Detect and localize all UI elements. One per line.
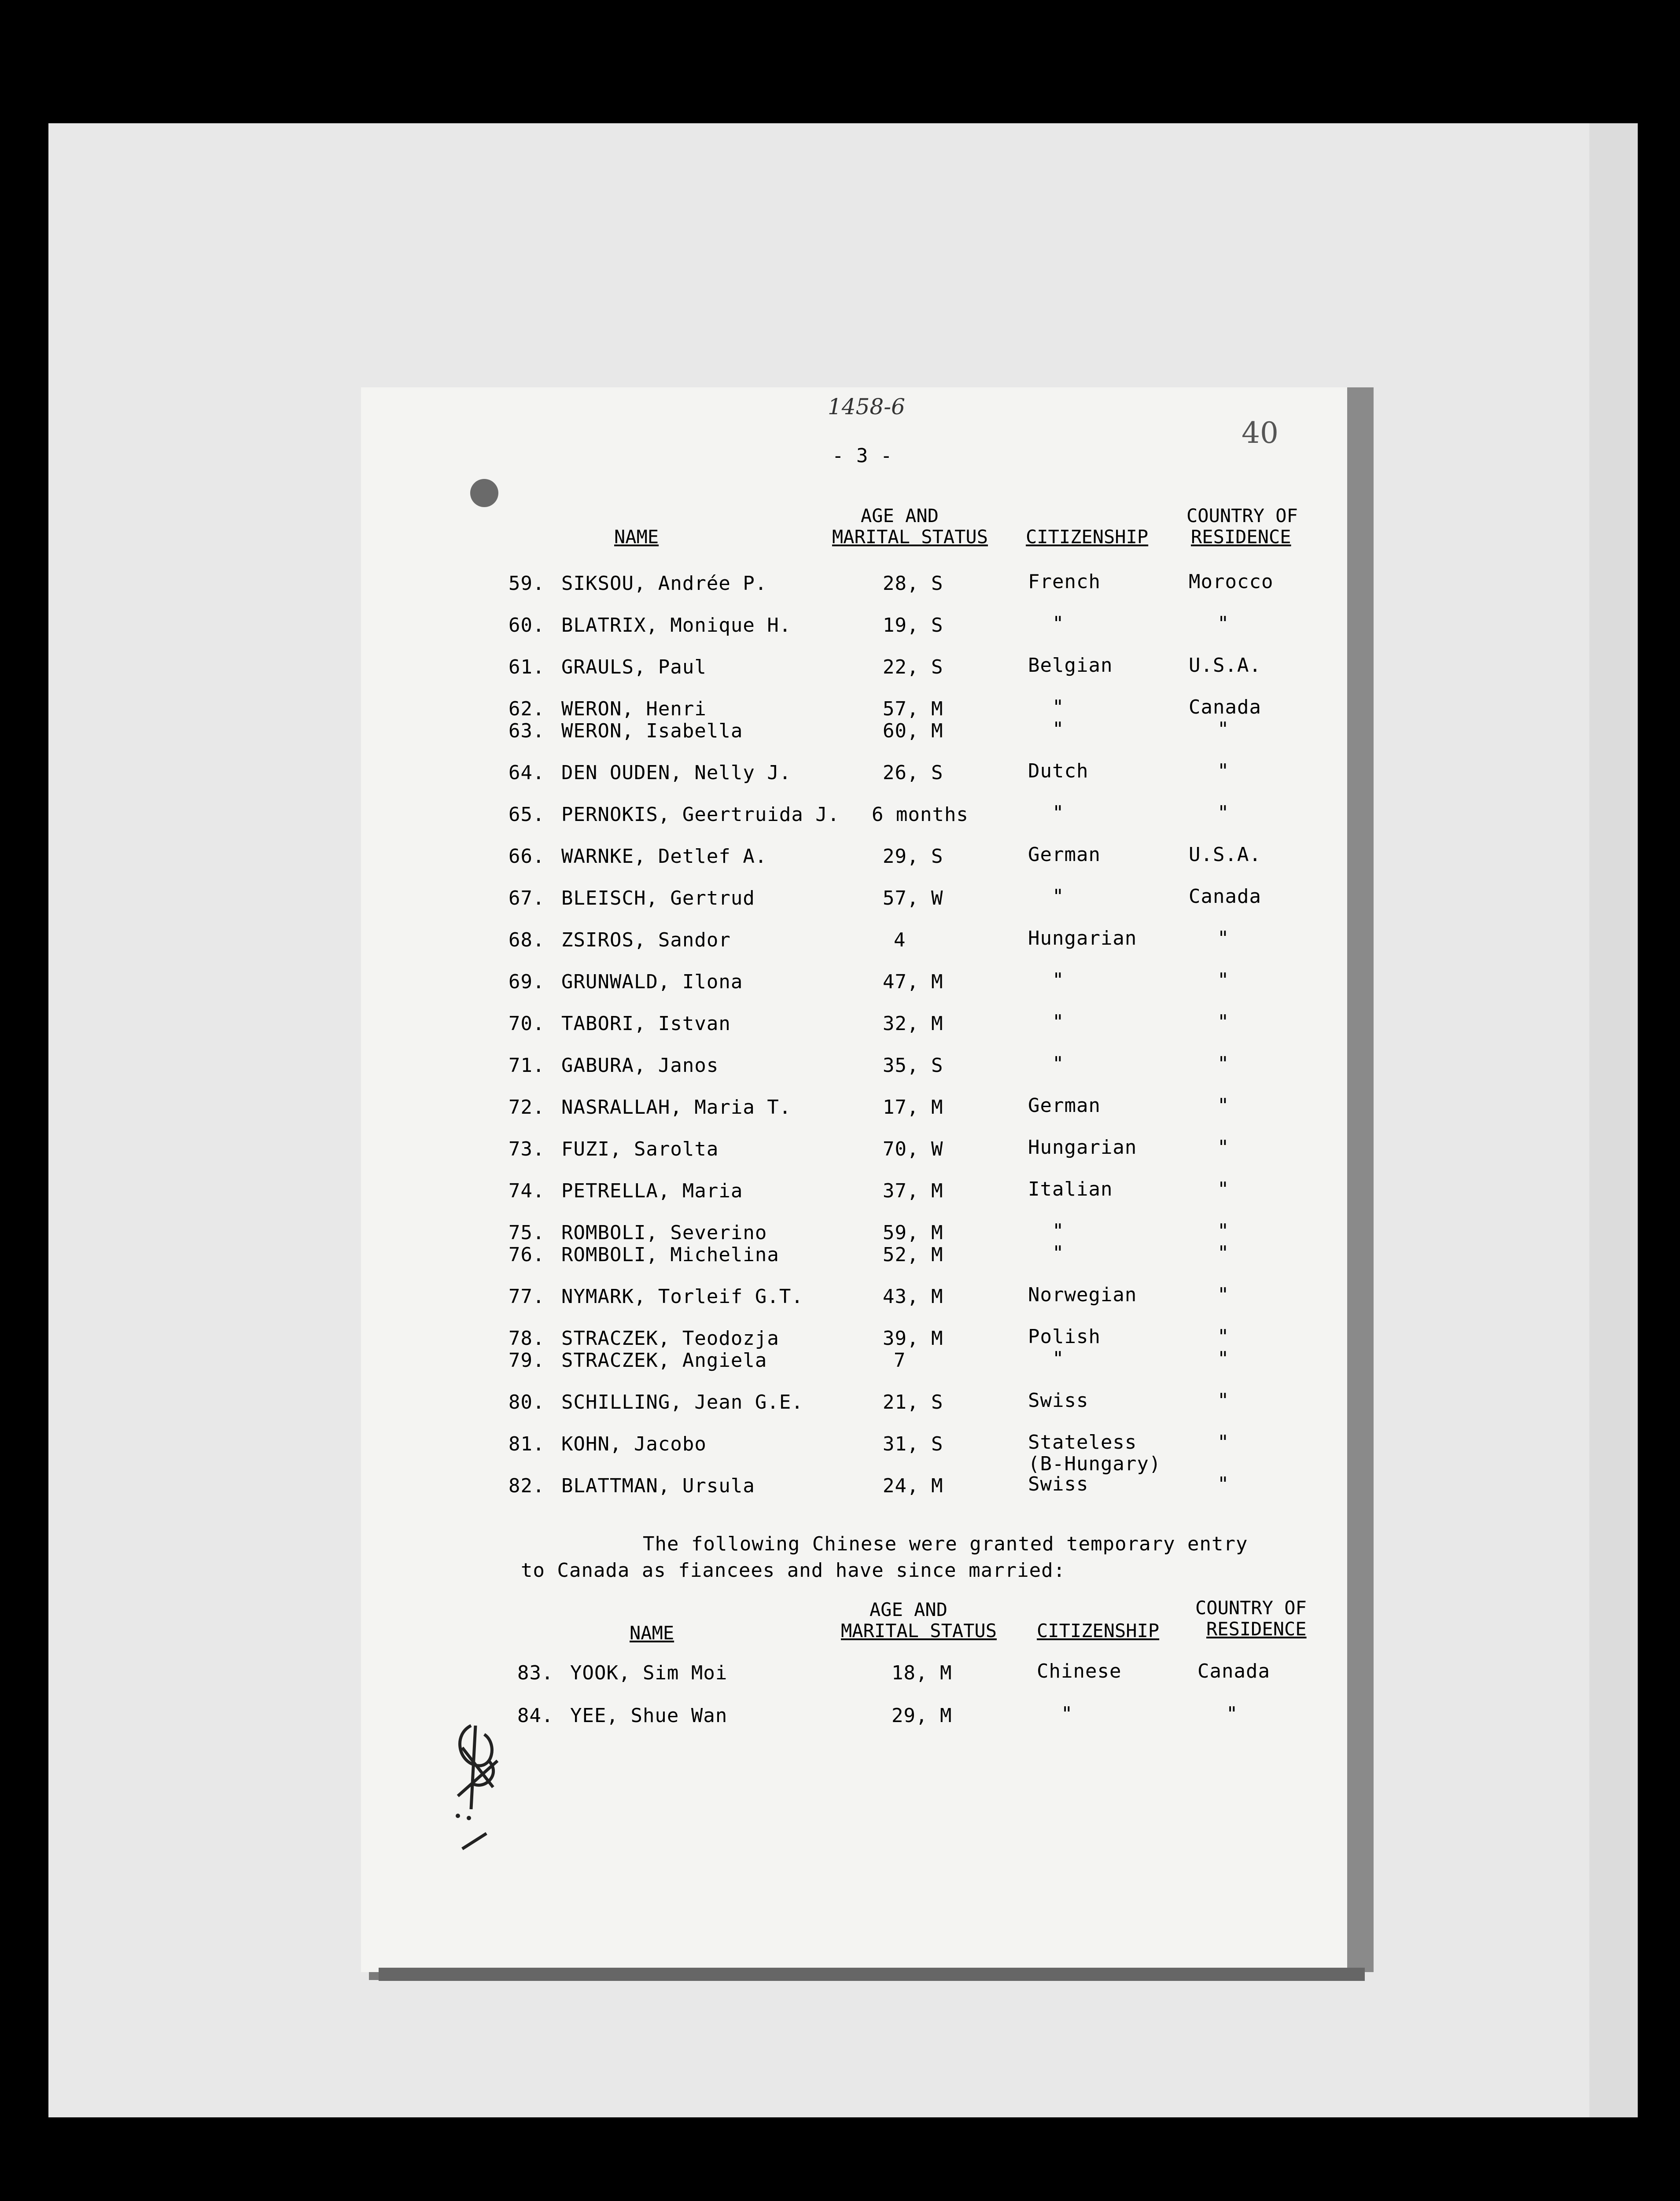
row-number: 79. <box>508 1349 545 1372</box>
row-age-status: 60, M <box>883 720 943 742</box>
row-name: YEE, Shue Wan <box>570 1704 728 1727</box>
page-edge-shadow-bottom <box>379 1968 1365 1981</box>
row-citizenship: " <box>1052 802 1065 824</box>
row-number: 77. <box>508 1285 545 1308</box>
row-number: 76. <box>508 1244 545 1266</box>
row-residence: " <box>1217 1284 1230 1306</box>
row-residence: " <box>1217 802 1230 824</box>
row-age-status: 52, M <box>883 1244 943 1266</box>
row-citizenship: Polish <box>1028 1325 1101 1348</box>
row-residence: U.S.A. <box>1189 654 1261 677</box>
row-number: 59. <box>508 572 545 595</box>
header-age-line1: AGE AND <box>861 505 939 526</box>
row-residence: " <box>1226 1703 1238 1725</box>
row-age-status: 28, S <box>883 572 943 595</box>
header2-name: NAME <box>630 1622 674 1644</box>
row-age-status: 29, S <box>883 845 943 868</box>
row-citizenship: " <box>1052 969 1065 991</box>
row-number: 78. <box>508 1327 545 1350</box>
row-number: 80. <box>508 1391 545 1413</box>
row-name: ROMBOLI, Severino <box>561 1222 767 1244</box>
row-citizenship: Belgian <box>1028 654 1113 677</box>
row-name: PETRELLA, Maria <box>561 1180 743 1202</box>
page-edge-shadow <box>1347 387 1374 1972</box>
row-name: ZSIROS, Sandor <box>561 929 731 951</box>
row-residence: Canada <box>1197 1660 1270 1682</box>
row-residence: " <box>1217 612 1230 635</box>
handwritten-reference: 1458-6 <box>828 394 905 420</box>
row-residence: Canada <box>1189 885 1261 908</box>
row-citizenship: " <box>1061 1703 1073 1725</box>
row-residence: " <box>1217 718 1230 740</box>
row-residence: " <box>1217 1242 1230 1264</box>
row-name: GRAULS, Paul <box>561 656 707 678</box>
row-age-status: 32, M <box>883 1012 943 1035</box>
row-number: 62. <box>508 698 545 720</box>
row-residence: " <box>1217 1325 1230 1348</box>
row-number: 81. <box>508 1433 545 1455</box>
row-number: 61. <box>508 656 545 678</box>
row-age-status: 7 <box>894 1349 906 1372</box>
header2-country-line1: COUNTRY OF <box>1195 1597 1307 1619</box>
row-number: 70. <box>508 1012 545 1035</box>
row-citizenship: Dutch <box>1028 760 1089 782</box>
row-citizenship: Hungarian <box>1028 1136 1137 1159</box>
header-country-line1: COUNTRY OF <box>1186 505 1298 526</box>
row-citizenship: Swiss <box>1028 1473 1089 1495</box>
row-citizenship: " <box>1052 885 1065 908</box>
row-number: 72. <box>508 1096 545 1119</box>
row-number: 60. <box>508 614 545 637</box>
row-residence: " <box>1217 1178 1230 1200</box>
row-name: NYMARK, Torleif G.T. <box>561 1285 803 1308</box>
row-residence: Morocco <box>1189 570 1274 593</box>
row-name: BLEISCH, Gertrud <box>561 887 755 909</box>
header-age-line2: MARITAL STATUS <box>832 526 988 548</box>
row-citizenship: " <box>1052 1011 1065 1033</box>
header-name: NAME <box>614 526 659 548</box>
row-residence: " <box>1217 1094 1230 1117</box>
row-name: ROMBOLI, Michelina <box>561 1244 779 1266</box>
row-residence: " <box>1217 927 1230 950</box>
row-name: NASRALLAH, Maria T. <box>561 1096 792 1119</box>
header2-age-line1: AGE AND <box>869 1599 948 1620</box>
row-age-status: 4 <box>894 929 906 951</box>
row-citizenship: Hungarian <box>1028 927 1137 950</box>
row-name: BLATTMAN, Ursula <box>561 1475 755 1497</box>
row-age-status: 57, W <box>883 887 943 909</box>
row-citizenship: German <box>1028 1094 1101 1117</box>
row-age-status: 18, M <box>892 1662 952 1684</box>
row-age-status: 59, M <box>883 1222 943 1244</box>
row-number: 68. <box>508 929 545 951</box>
row-age-status: 22, S <box>883 656 943 678</box>
row-name: WERON, Isabella <box>561 720 743 742</box>
row-number: 69. <box>508 971 545 993</box>
row-residence: " <box>1217 1347 1230 1370</box>
row-age-status: 57, M <box>883 698 943 720</box>
handwritten-signature <box>445 1708 559 1853</box>
row-residence: " <box>1217 760 1230 782</box>
row-residence: " <box>1217 1136 1230 1159</box>
row-number: 64. <box>508 762 545 784</box>
row-citizenship: German <box>1028 843 1101 866</box>
row-name: WERON, Henri <box>561 698 707 720</box>
row-residence: " <box>1217 1473 1230 1495</box>
row-age-status: 43, M <box>883 1285 943 1308</box>
row-age-status: 35, S <box>883 1054 943 1077</box>
row-age-status: 19, S <box>883 614 943 637</box>
header2-citizenship: CITIZENSHIP <box>1037 1620 1160 1642</box>
row-number: 67. <box>508 887 545 909</box>
row-age-status: 29, M <box>892 1704 952 1727</box>
row-citizenship: " <box>1052 718 1065 740</box>
row-name: SCHILLING, Jean G.E. <box>561 1391 803 1413</box>
row-number: 84. <box>517 1704 554 1727</box>
row-citizenship: Italian <box>1028 1178 1113 1200</box>
row-number: 74. <box>508 1180 545 1202</box>
row-name: BLATRIX, Monique H. <box>561 614 792 637</box>
row-number: 83. <box>517 1662 554 1684</box>
row-residence: " <box>1217 969 1230 991</box>
row-age-status: 6 months <box>872 803 969 826</box>
row-citizenship: " <box>1052 696 1065 718</box>
row-age-status: 17, M <box>883 1096 943 1119</box>
row-citizenship: Chinese <box>1037 1660 1122 1682</box>
header2-country-line2: RESIDENCE <box>1206 1618 1307 1640</box>
row-name: GABURA, Janos <box>561 1054 719 1077</box>
hole-punch <box>470 479 498 507</box>
row-name: STRACZEK, Angiela <box>561 1349 767 1372</box>
row-number: 65. <box>508 803 545 826</box>
intro-text-line1: The following Chinese were granted temporary entry <box>643 1533 1248 1555</box>
row-citizenship: French <box>1028 570 1101 593</box>
intro-text-line2: to Canada as fiancees and have since married: <box>521 1559 1066 1582</box>
row-age-status: 31, S <box>883 1433 943 1455</box>
row-citizenship: Stateless <box>1028 1431 1137 1454</box>
page-number: - 3 - <box>832 445 893 467</box>
row-name: PERNOKIS, Geertruida J. <box>561 803 840 826</box>
row-age-status: 24, M <box>883 1475 943 1497</box>
row-name: SIKSOU, Andrée P. <box>561 572 767 595</box>
header2-age-line2: MARITAL STATUS <box>841 1620 997 1642</box>
row-name: FUZI, Sarolta <box>561 1138 719 1160</box>
header-citizenship: CITIZENSHIP <box>1026 526 1149 548</box>
row-age-status: 21, S <box>883 1391 943 1413</box>
row-citizenship: " <box>1052 1220 1065 1242</box>
row-name: DEN OUDEN, Nelly J. <box>561 762 792 784</box>
row-name: TABORI, Istvan <box>561 1012 731 1035</box>
stamped-page-number: 40 <box>1242 416 1278 450</box>
row-citizenship: " <box>1052 1053 1065 1075</box>
row-number: 75. <box>508 1222 545 1244</box>
row-name: YOOK, Sim Moi <box>570 1662 728 1684</box>
row-name: STRACZEK, Teodozja <box>561 1327 779 1350</box>
row-residence: Canada <box>1189 696 1261 718</box>
row-residence: " <box>1217 1220 1230 1242</box>
row-number: 66. <box>508 845 545 868</box>
row-name: GRUNWALD, Ilona <box>561 971 743 993</box>
row-name: WARNKE, Detlef A. <box>561 845 767 868</box>
row-residence: U.S.A. <box>1189 843 1261 866</box>
row-citizenship: Swiss <box>1028 1389 1089 1412</box>
row-residence: " <box>1217 1011 1230 1033</box>
row-name: KOHN, Jacobo <box>561 1433 707 1455</box>
row-age-status: 26, S <box>883 762 943 784</box>
row-age-status: 70, W <box>883 1138 943 1160</box>
row-number: 71. <box>508 1054 545 1077</box>
row-citizenship-note: (B-Hungary) <box>1028 1453 1161 1475</box>
row-age-status: 39, M <box>883 1327 943 1350</box>
row-citizenship: Norwegian <box>1028 1284 1137 1306</box>
row-citizenship: " <box>1052 612 1065 635</box>
row-residence: " <box>1217 1431 1230 1454</box>
row-age-status: 47, M <box>883 971 943 993</box>
row-number: 63. <box>508 720 545 742</box>
row-number: 82. <box>508 1475 545 1497</box>
row-citizenship: " <box>1052 1347 1065 1370</box>
row-residence: " <box>1217 1389 1230 1412</box>
row-age-status: 37, M <box>883 1180 943 1202</box>
row-citizenship: " <box>1052 1242 1065 1264</box>
header-country-line2: RESIDENCE <box>1191 526 1291 548</box>
background-strip <box>1589 123 1638 2117</box>
row-residence: " <box>1217 1053 1230 1075</box>
row-number: 73. <box>508 1138 545 1160</box>
